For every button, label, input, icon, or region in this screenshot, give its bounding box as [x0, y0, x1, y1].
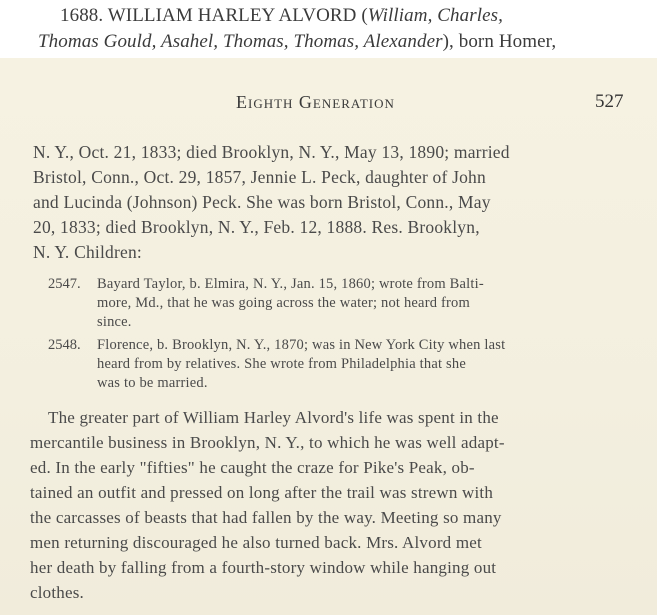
entry-heading-lineage-2: Thomas Gould, Asahel, Thomas, Thomas, Alexander	[38, 31, 443, 52]
entry-heading-prefix: 1688. WILLIAM HARLEY ALVORD (	[60, 5, 368, 26]
child-entry-line: since.	[97, 314, 132, 330]
entry-heading-line-2	[38, 31, 556, 53]
child-number: 2548.	[48, 337, 81, 353]
main-paragraph-line: N. Y., Oct. 21, 1833; died Brooklyn, N. Y., May 13, 1890; married	[33, 142, 510, 162]
closing-paragraph-line: her death by falling from a fourth-story window while hanging out	[30, 558, 497, 577]
main-paragraph-line: and Lucinda (Johnson) Peck. She was born Bristol, Conn., May	[33, 192, 491, 212]
closing-paragraph-line: ed. In the early "fifties" he caught the craze for Pike's Peak, ob-	[30, 458, 475, 477]
closing-paragraph-line: the carcasses of beasts that had fallen by the way. Meeting so many	[30, 508, 502, 527]
entry-heading-lineage-1: William, Charles,	[367, 5, 504, 26]
closing-paragraph-line: tained an outfit and pressed on long after the trail was strewn with	[30, 483, 494, 502]
closing-paragraph-line: clothes.	[30, 583, 85, 602]
child-number: 2547.	[48, 276, 81, 292]
child-entry-line: more, Md., that he was going across the water; not heard from	[97, 295, 470, 311]
running-header-title: Eighth Generation	[236, 92, 395, 112]
closing-paragraph-line: mercantile business in Brooklyn, N. Y., to which he was well adapt-	[30, 433, 505, 452]
closing-paragraph-line: The greater part of William Harley Alvord's life was spent in the	[48, 408, 499, 427]
entry-heading-suffix: ), born Homer,	[442, 31, 557, 52]
child-entry-line: Florence, b. Brooklyn, N. Y., 1870; was in New York City when last	[97, 337, 506, 353]
child-entry-line: heard from by relatives. She wrote from Philadelphia that she	[97, 356, 466, 372]
entry-heading-line-1	[60, 5, 503, 27]
main-paragraph-line: Bristol, Conn., Oct. 29, 1857, Jennie L. Peck, daughter of John	[33, 167, 486, 187]
child-entry-line: was to be married.	[97, 375, 208, 391]
main-paragraph-line: N. Y. Children:	[33, 242, 142, 262]
page-number: 527	[595, 91, 624, 112]
main-paragraph-line: 20, 1833; died Brooklyn, N. Y., Feb. 12, 1888. Res. Brooklyn,	[33, 217, 480, 237]
closing-paragraph-line: men returning discouraged he also turned back. Mrs. Alvord met	[30, 533, 482, 552]
child-entry-line: Bayard Taylor, b. Elmira, N. Y., Jan. 15, 1860; wrote from Balti-	[97, 276, 484, 292]
